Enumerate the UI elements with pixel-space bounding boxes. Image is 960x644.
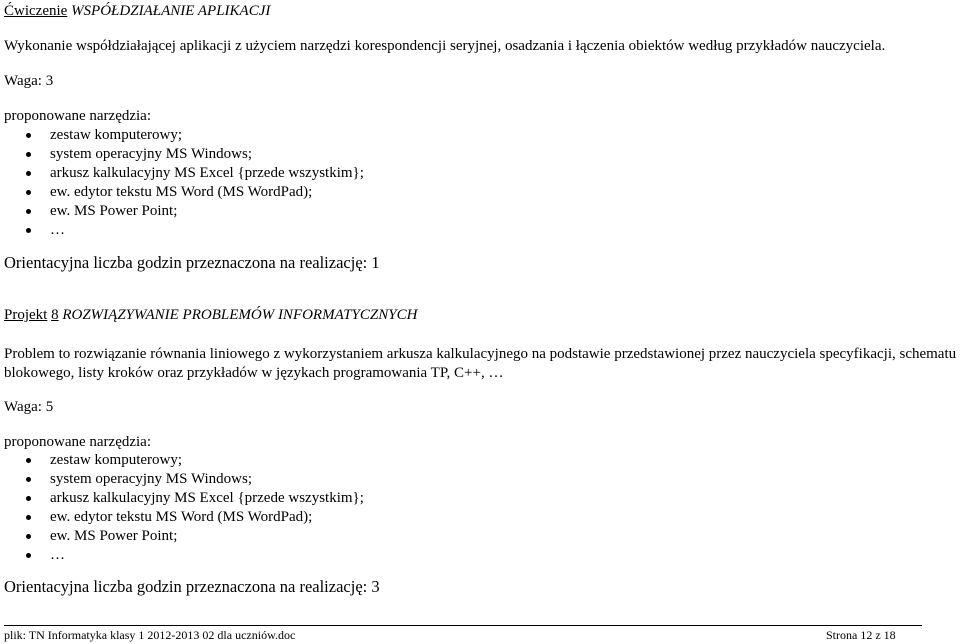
bullet-icon bbox=[26, 458, 31, 463]
bullet-icon bbox=[26, 209, 31, 214]
project-number: 8 bbox=[51, 307, 59, 323]
exercise-description: Wykonanie współdziałającej aplikacji z użyciem narzędzi korespondencji seryjnej, osadzania i łączenia obiektów według przykładów nauczyciela. bbox=[4, 38, 886, 54]
bullet-icon bbox=[26, 553, 31, 558]
bullet-icon bbox=[26, 152, 31, 157]
bullet-icon bbox=[26, 515, 31, 520]
footer-filename: plik: TN Informatyka klasy 1 2012-2013 02 dla uczniów.doc bbox=[4, 628, 296, 642]
project-description-line1: Problem to rozwiązanie równania liniowego z wykorzystaniem arkusza kalkulacyjnego na podstawie przedstawionej przez nauczyciela specyfikacji, schematu bbox=[4, 346, 957, 362]
footer-page-number: Strona 12 z 18 bbox=[826, 628, 896, 642]
project-hours: Orientacyjna liczba godzin przeznaczona na realizację: 3 bbox=[4, 577, 380, 596]
project-description-line2: blokowego, listy kroków oraz przykładów w językach programowania TP, C++, … bbox=[4, 365, 504, 381]
bullet-icon bbox=[26, 496, 31, 501]
project-label: Projekt bbox=[4, 307, 48, 323]
exercise-title: WSPÓŁDZIAŁANIE APLIKACJI bbox=[71, 3, 271, 19]
project-title: ROZWIĄZYWANIE PROBLEMÓW INFORMATYCZNYCH bbox=[62, 307, 418, 323]
project-heading bbox=[4, 306, 417, 324]
exercise-hours: Orientacyjna liczba godzin przeznaczona na realizację: 1 bbox=[4, 253, 380, 272]
exercise-weight: Waga: 3 bbox=[4, 73, 54, 89]
bullet-icon bbox=[26, 171, 31, 176]
exercise-label: Ćwiczenie bbox=[4, 3, 68, 19]
bullet-icon bbox=[26, 190, 31, 195]
exercise-heading bbox=[4, 2, 270, 20]
footer-divider bbox=[4, 625, 922, 626]
bullet-icon bbox=[26, 228, 31, 233]
bullet-icon bbox=[26, 477, 31, 482]
bullet-icon bbox=[26, 133, 31, 138]
project-tools-heading: proponowane narzędzia: bbox=[4, 434, 152, 450]
project-weight: Waga: 5 bbox=[4, 399, 54, 415]
document-page: Ćwiczenie WSPÓŁDZIAŁANIE APLIKACJI Wykonanie współdziałającej aplikacji z użyciem narzędzi korespondencji seryjnej, osadzania i łączenia obiektów według przykładów nauczyciela. Waga: 3 proponowane narzędzia: zestaw komputerowy; system operacyjny MS Windows; arkusz kalkulacyjny MS Excel {przede wszystkim}; ew. edytor tekstu MS Word (MS WordPad); ew. MS Power Point; … Orientacyjna liczba godzin przeznaczona na realizację: 1 Projekt 8 ROZWIĄZYWANIE PROBLEMÓW INFORMATYCZNYCH Problem to rozwiązanie równania liniowego z wykorzystaniem arkusza kalkulacyjnego na podstawie przedstawionej przez nauczyciela specyfikacji, schematu blokowego, listy kroków oraz przykładów w językach programowania TP, C++, … Waga: 5 proponowane narzędzia: zestaw komputerowy; system operacyjny MS Windows; arkusz kalkulacyjny MS Excel {przede wszystkim}; ew. edytor tekstu MS Word (MS WordPad); ew. MS Power Point; … Orientacyjna liczba godzin przeznaczona na realizację: 3 plik: TN Informatyka klasy 1 2012-2013 02 dla uczniów.doc Strona 12 z 18 bbox=[4, 3, 957, 642]
exercise-tools-heading: proponowane narzędzia: bbox=[4, 108, 152, 124]
bullet-icon bbox=[26, 534, 31, 539]
